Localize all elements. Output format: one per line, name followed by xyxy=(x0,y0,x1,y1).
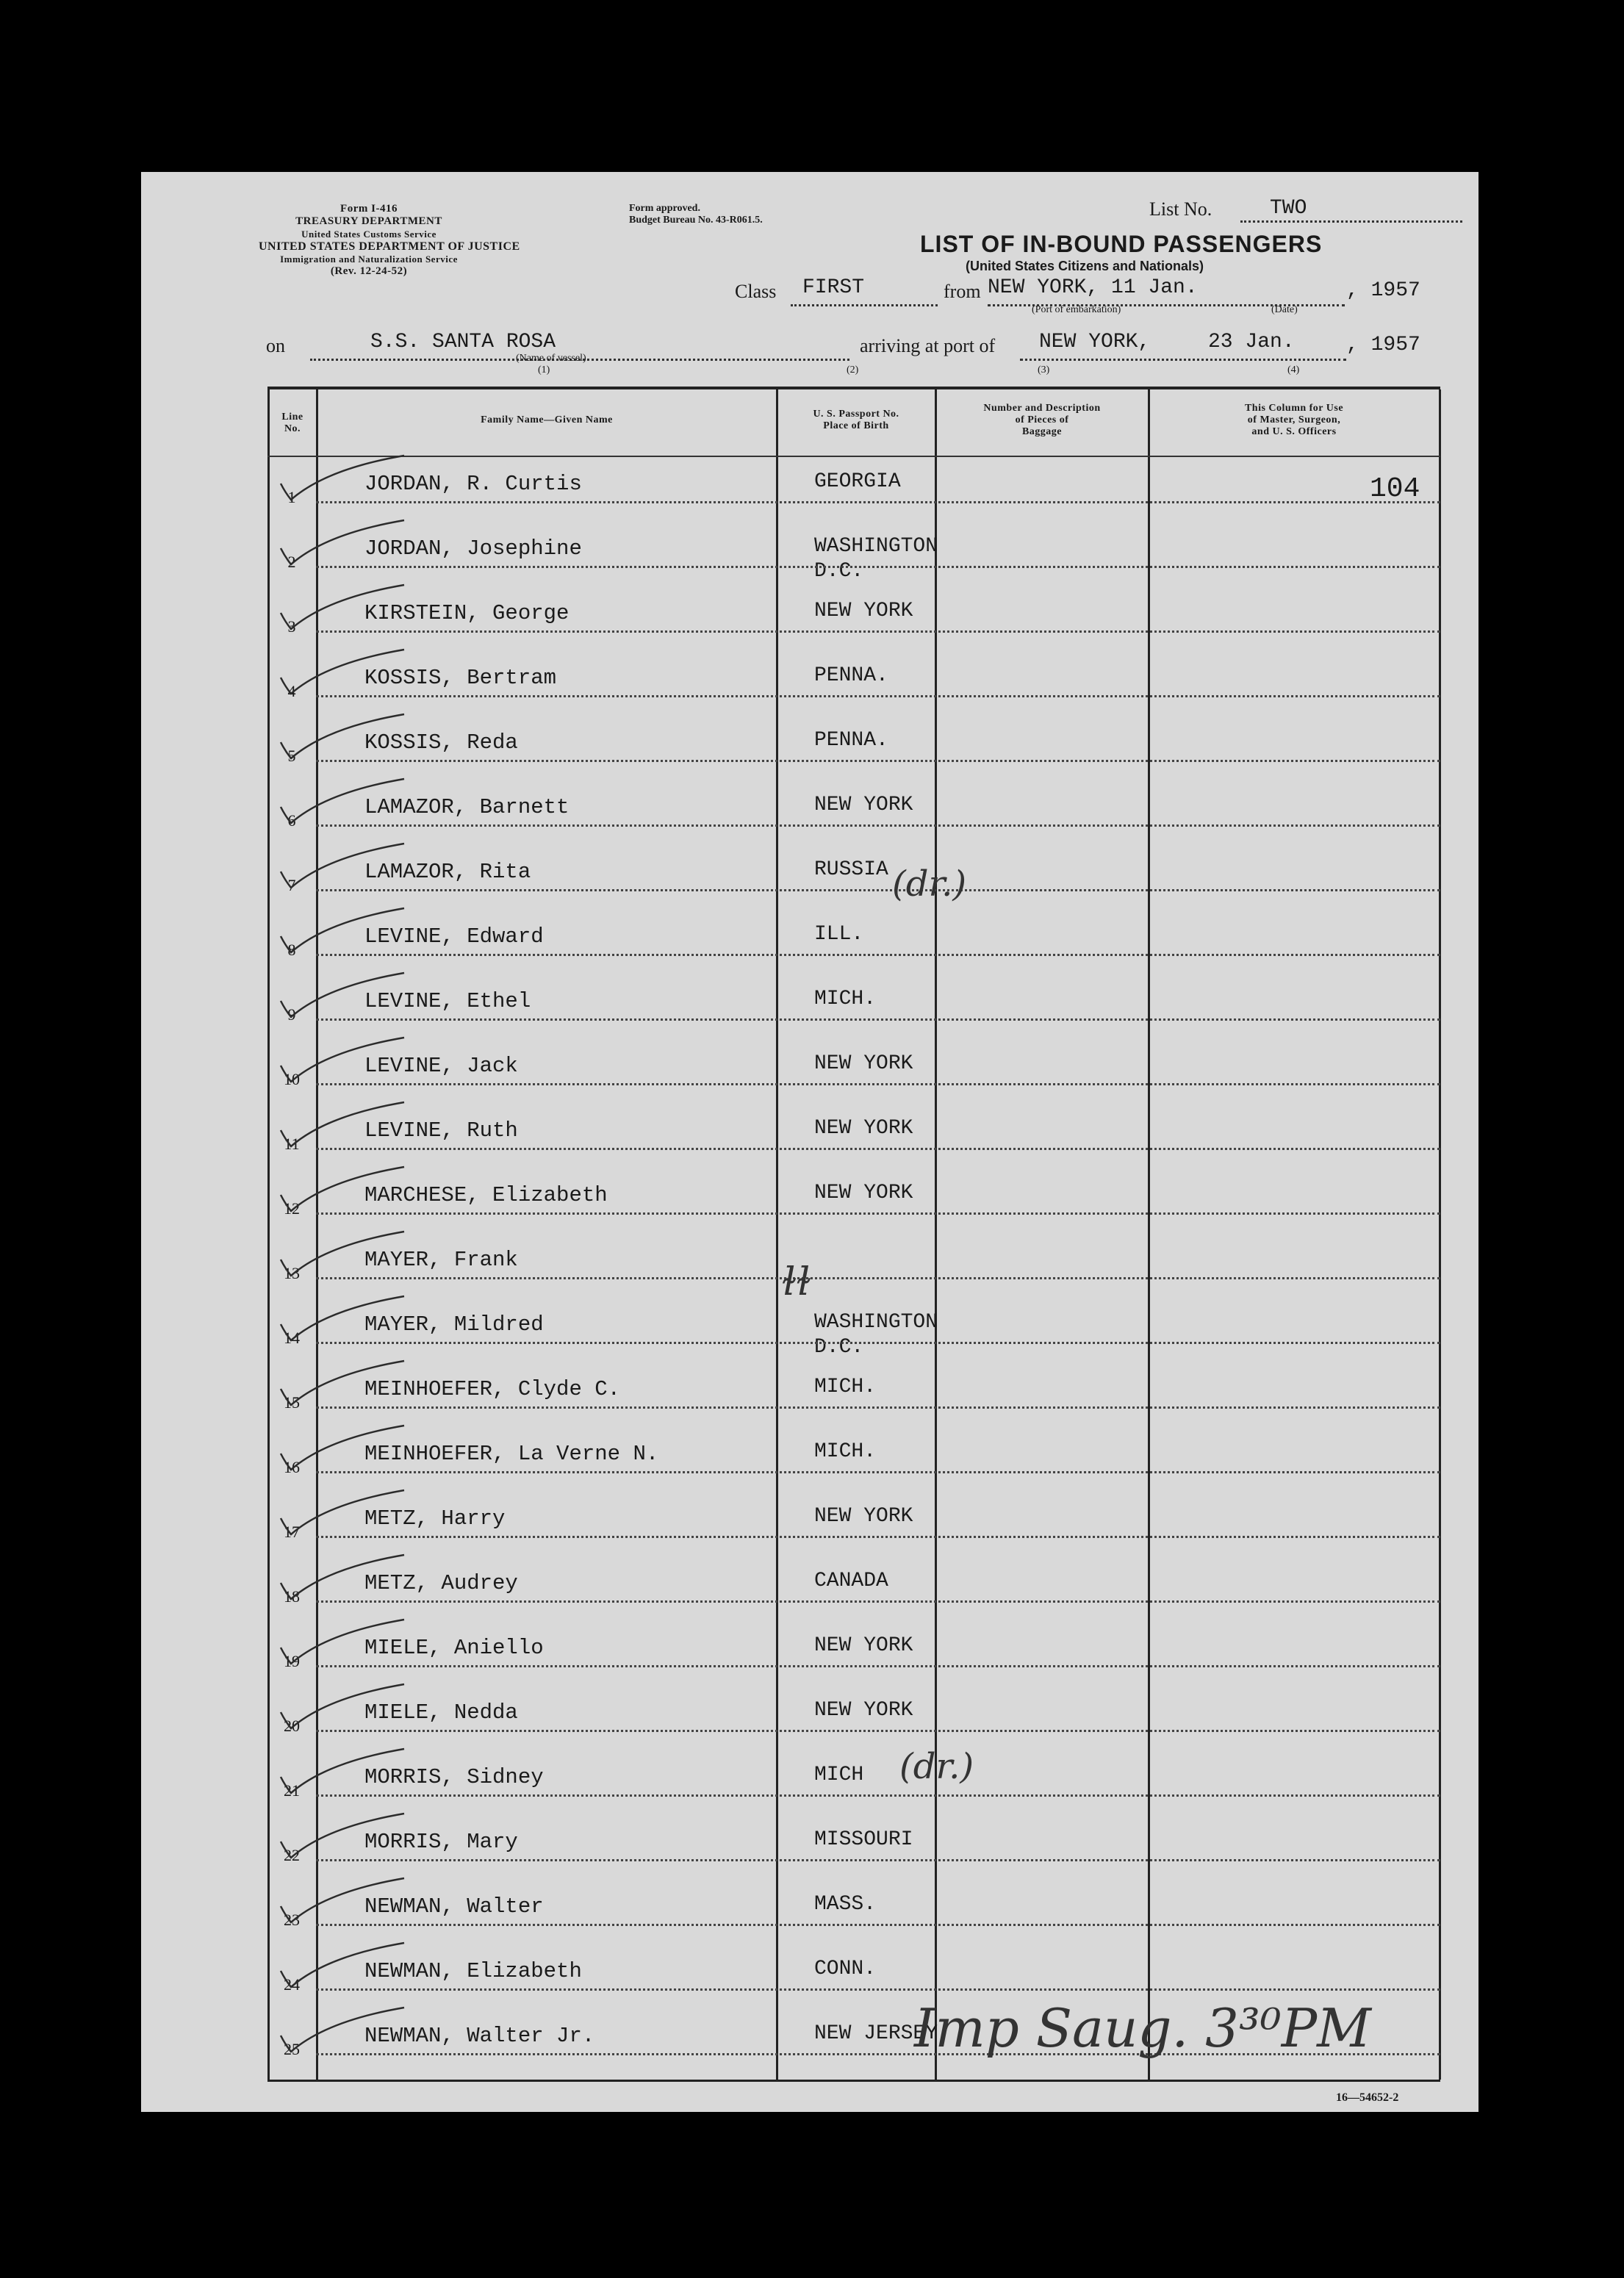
row-rule xyxy=(316,1277,1440,1279)
row-rule xyxy=(316,760,1440,762)
annotation-paren-7: (dr.) xyxy=(892,863,967,905)
table-row xyxy=(267,1503,1440,1568)
class-value: FIRST xyxy=(802,276,865,299)
passenger-name: MIELE, Aniello xyxy=(364,1636,544,1660)
passenger-name: NEWMAN, Elizabeth xyxy=(364,1959,582,1983)
header-name: Family Name—Given Name xyxy=(481,414,613,425)
arriving-label: arriving at port of xyxy=(860,335,996,356)
table-row xyxy=(267,1309,1440,1374)
row-rule xyxy=(316,630,1440,633)
row-rule xyxy=(316,1794,1440,1797)
caption-2: (2) xyxy=(847,364,859,376)
place-of-birth: NEW JERSEY xyxy=(814,2022,938,2045)
line-number: 1 xyxy=(287,488,296,506)
place-of-birth: NEW YORK xyxy=(814,794,913,816)
passenger-name: MEINHOEFER, La Verne N. xyxy=(364,1442,659,1466)
passenger-name: LAMAZOR, Barnett xyxy=(364,795,570,819)
arriving-year: , 1957 xyxy=(1346,334,1420,356)
row-rule xyxy=(316,1342,1440,1344)
row-rule xyxy=(316,1924,1440,1926)
ins-service: Immigration and Naturalization Service xyxy=(280,254,458,265)
place-of-birth: NEW YORK xyxy=(814,1634,913,1657)
place-of-birth-line2: D.C. xyxy=(814,1336,864,1359)
line-number: 7 xyxy=(287,876,296,894)
passenger-name: MARCHESE, Elizabeth xyxy=(364,1183,608,1207)
table-row xyxy=(267,1568,1440,1633)
row-rule xyxy=(316,1988,1440,1991)
passenger-name: MORRIS, Sidney xyxy=(364,1765,544,1789)
row-rule xyxy=(316,1471,1440,1473)
form-number: Form I-416 xyxy=(340,203,398,215)
passenger-name: NEWMAN, Walter Jr. xyxy=(364,2024,595,2048)
place-of-birth: MICH xyxy=(814,1764,864,1786)
agency-header xyxy=(259,203,520,278)
passenger-name: JORDAN, R. Curtis xyxy=(364,472,582,496)
from-year: , 1957 xyxy=(1346,279,1420,302)
line-number: 16 xyxy=(284,1458,300,1476)
row-rule xyxy=(316,566,1440,568)
passenger-name: MIELE, Nedda xyxy=(364,1700,518,1725)
justice-dept: UNITED STATES DEPARTMENT OF JUSTICE xyxy=(259,240,520,253)
line-number: 11 xyxy=(284,1135,300,1153)
table-row xyxy=(267,1374,1440,1439)
row-rule xyxy=(316,1018,1440,1021)
line-number: 8 xyxy=(287,941,296,959)
line-number: 3 xyxy=(287,617,296,636)
table-row xyxy=(267,1051,1440,1115)
place-of-birth-line2: D.C. xyxy=(814,560,864,583)
line-number: 14 xyxy=(284,1329,300,1347)
on-label: on xyxy=(266,335,285,356)
place-of-birth: NEW YORK xyxy=(814,1699,913,1722)
place-of-birth: ILL. xyxy=(814,923,864,946)
customs-service: United States Customs Service xyxy=(301,229,436,240)
table-row xyxy=(267,1115,1440,1180)
header-passport: U. S. Passport No. Place of Birth xyxy=(813,409,899,431)
place-of-birth: NEW YORK xyxy=(814,1182,913,1204)
table-row xyxy=(267,1827,1440,1891)
row-rule xyxy=(316,1730,1440,1732)
passenger-name: LEVINE, Edward xyxy=(364,924,544,949)
from-value: NEW YORK, 11 Jan. xyxy=(988,276,1198,299)
officer-note: 104 xyxy=(1370,473,1420,505)
passenger-table xyxy=(267,387,1440,2082)
place-of-birth: NEW YORK xyxy=(814,1505,913,1528)
table-row xyxy=(267,792,1440,857)
class-label: Class xyxy=(735,281,777,302)
passenger-name: MEINHOEFER, Clyde C. xyxy=(364,1377,621,1401)
treasury-dept: TREASURY DEPARTMENT xyxy=(295,215,442,227)
place-of-birth: NEW YORK xyxy=(814,1117,913,1140)
row-rule xyxy=(316,1536,1440,1538)
place-of-birth: CANADA xyxy=(814,1570,888,1592)
passenger-name: METZ, Audrey xyxy=(364,1571,518,1595)
table-row xyxy=(267,1180,1440,1245)
line-number: 13 xyxy=(284,1264,300,1282)
table-row xyxy=(267,663,1440,727)
place-of-birth: GEORGIA xyxy=(814,470,901,493)
place-of-birth: MICH. xyxy=(814,1440,877,1463)
passenger-name: LEVINE, Ethel xyxy=(364,989,531,1013)
line-number: 18 xyxy=(284,1587,300,1606)
table-row xyxy=(267,1633,1440,1697)
table-row xyxy=(267,533,1440,598)
place-of-birth: NEW YORK xyxy=(814,1052,913,1075)
line-number: 19 xyxy=(284,1652,300,1670)
header-baggage: Number and Description of Pieces of Baggage xyxy=(983,403,1101,437)
row-rule xyxy=(316,954,1440,956)
approval-note: Form approved. Budget Bureau No. 43-R061.5. xyxy=(629,203,763,226)
place-of-birth: NEW YORK xyxy=(814,600,913,622)
place-of-birth: MICH. xyxy=(814,988,877,1010)
line-number: 17 xyxy=(284,1523,300,1541)
caption-3: (3) xyxy=(1038,364,1050,376)
row-rule xyxy=(316,1212,1440,1215)
table-row xyxy=(267,1891,1440,1956)
table-row xyxy=(267,857,1440,921)
line-number: 20 xyxy=(284,1717,300,1735)
place-of-birth: MASS. xyxy=(814,1893,877,1916)
line-number: 5 xyxy=(287,747,296,765)
page-subtitle: (United States Citizens and Nationals) xyxy=(966,259,1204,273)
line-number: 24 xyxy=(284,1975,300,1994)
place-of-birth: WASHINGTON xyxy=(814,1311,938,1334)
caption-1: (1) xyxy=(538,364,550,376)
table-row xyxy=(267,1439,1440,1503)
line-number: 9 xyxy=(287,1005,296,1024)
passenger-name: METZ, Harry xyxy=(364,1506,506,1531)
place-of-birth: MISSOURI xyxy=(814,1828,913,1851)
row-rule xyxy=(316,1859,1440,1861)
list-no-value: TWO xyxy=(1270,197,1307,220)
line-number: 23 xyxy=(284,1911,300,1929)
passenger-name: NEWMAN, Walter xyxy=(364,1894,544,1919)
vessel-value: S.S. SANTA ROSA xyxy=(370,331,556,353)
line-number: 2 xyxy=(287,553,296,571)
caption-4: (4) xyxy=(1287,364,1300,376)
table-row xyxy=(267,598,1440,663)
row-rule xyxy=(316,1406,1440,1409)
row-rule xyxy=(316,824,1440,827)
place-of-birth: WASHINGTON xyxy=(814,535,938,558)
form-page xyxy=(141,172,1479,2112)
passenger-name: KIRSTEIN, George xyxy=(364,601,570,625)
line-number: 6 xyxy=(287,811,296,830)
table-row xyxy=(267,1762,1440,1827)
line-number: 4 xyxy=(287,682,296,700)
passenger-name: KOSSIS, Bertram xyxy=(364,666,557,690)
row-rule xyxy=(316,695,1440,697)
date-caption: (Date) xyxy=(1271,304,1298,315)
page-title: LIST OF IN-BOUND PASSENGERS xyxy=(920,231,1323,257)
annotation-paren-18: (dr.) xyxy=(899,1746,974,1787)
place-of-birth: CONN. xyxy=(814,1958,877,1980)
passenger-name: LEVINE, Jack xyxy=(364,1054,518,1078)
passenger-name: KOSSIS, Reda xyxy=(364,730,518,755)
row-rule xyxy=(316,1665,1440,1667)
row-rule xyxy=(316,1148,1440,1150)
line-number: 12 xyxy=(284,1199,300,1218)
list-no-label: List No. xyxy=(1149,198,1212,220)
header-line-no: Line No. xyxy=(281,412,303,434)
place-of-birth: PENNA. xyxy=(814,729,888,752)
row-rule xyxy=(316,501,1440,503)
table-row xyxy=(267,469,1440,533)
row-rule xyxy=(316,1083,1440,1085)
passenger-name: MAYER, Mildred xyxy=(364,1312,544,1337)
line-number: 10 xyxy=(284,1070,300,1088)
from-label: from xyxy=(944,281,981,302)
passenger-name: JORDAN, Josephine xyxy=(364,536,582,561)
table-row xyxy=(267,921,1440,986)
passenger-name: MAYER, Frank xyxy=(364,1248,518,1272)
row-rule xyxy=(316,889,1440,891)
passenger-name: LAMAZOR, Rita xyxy=(364,860,531,884)
header-officers: This Column for Use of Master, Surgeon, and U. S. Officers xyxy=(1244,403,1344,437)
line-number: 21 xyxy=(284,1781,300,1800)
line-number: 25 xyxy=(284,2040,300,2058)
table-row xyxy=(267,986,1440,1051)
line-number: 15 xyxy=(284,1393,300,1412)
row-rule xyxy=(316,1600,1440,1603)
arriving-port: NEW YORK, xyxy=(1039,331,1151,353)
port-caption: (Port of embarkation) xyxy=(1032,304,1121,315)
arriving-date: 23 Jan. xyxy=(1208,331,1295,353)
vessel-caption: (Name of vessel) xyxy=(516,353,586,364)
footer-code: 16—54652-2 xyxy=(1336,2091,1399,2104)
annotation-ditto-13: ɫɫ xyxy=(782,1260,811,1304)
place-of-birth: MICH. xyxy=(814,1376,877,1398)
passenger-name: LEVINE, Ruth xyxy=(364,1118,518,1143)
passenger-name: MORRIS, Mary xyxy=(364,1830,518,1854)
table-row xyxy=(267,1245,1440,1309)
annotation-signature: Imp Saug. 3³⁰PM xyxy=(914,1997,1371,2059)
table-row xyxy=(267,727,1440,792)
place-of-birth: RUSSIA xyxy=(814,858,888,881)
revision: (Rev. 12-24-52) xyxy=(330,265,408,277)
place-of-birth: PENNA. xyxy=(814,664,888,687)
line-number: 22 xyxy=(284,1846,300,1864)
table-row xyxy=(267,1697,1440,1762)
